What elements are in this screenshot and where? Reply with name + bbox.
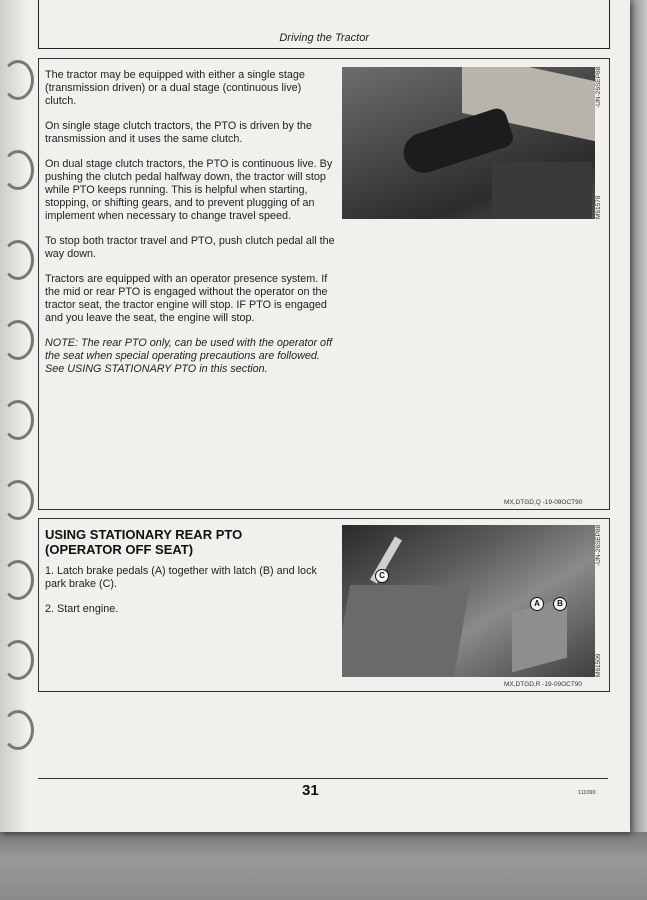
floor-panel-shape bbox=[492, 162, 592, 219]
note-text: The rear PTO only, can be used with the operator off the seat when special operating precautions are followed. See USING STATIONARY PTO in this section. bbox=[45, 337, 333, 375]
photo-code: M61509 -UN-26SEP88 bbox=[595, 525, 602, 677]
binder-ring bbox=[2, 400, 34, 440]
reference-code: MX,DTGD,Q -19-09OCT90 bbox=[504, 499, 583, 506]
footer-rule bbox=[38, 778, 608, 779]
paragraph: On single stage clutch tractors, the PTO is driven by the transmission and it uses the same clutch. bbox=[45, 120, 312, 145]
callout-b: B bbox=[553, 597, 567, 611]
reference-code: MX,DTGD,R -19-09OCT90 bbox=[504, 681, 583, 688]
callout-c: C bbox=[375, 569, 389, 583]
paragraph: Tractors are equipped with an operator presence system. If the mid or rear PTO is engaged without the operator on the tractor seat, the tractor engine will stop. IF PTO is engaged and you leave the seat, the engine will stop. bbox=[45, 273, 328, 324]
page-header bbox=[38, 0, 610, 49]
step: 1. Latch brake pedals (A) together with latch (B) and lock park brake (C). bbox=[45, 565, 317, 590]
binder-ring bbox=[2, 60, 34, 100]
brake-pedals-photo bbox=[342, 525, 595, 677]
page-number: 31 bbox=[302, 782, 319, 799]
binder-ring bbox=[2, 150, 34, 190]
photo-code: M61578 -UN-26SEP88 bbox=[595, 67, 602, 219]
page-code: 111090 bbox=[578, 790, 596, 796]
background-surface bbox=[0, 832, 647, 900]
binder-ring bbox=[2, 640, 34, 680]
callout-a: A bbox=[530, 597, 544, 611]
binder-ring bbox=[2, 320, 34, 360]
note-label: NOTE: bbox=[45, 337, 78, 349]
clutch-pedal-photo bbox=[342, 67, 595, 219]
paragraph: The tractor may be equipped with either a single stage (transmission driven) or a dual stage (continuous live) clutch. bbox=[45, 69, 305, 107]
paragraph: To stop both tractor travel and PTO, push clutch pedal all the way down. bbox=[45, 235, 335, 260]
section-stationary-pto bbox=[38, 518, 610, 692]
section-body bbox=[45, 69, 335, 388]
fender-shape bbox=[342, 585, 470, 677]
binder-ring bbox=[2, 480, 34, 520]
page-stack-edge bbox=[630, 0, 647, 832]
binder-ring bbox=[2, 710, 34, 750]
section-pto-clutch bbox=[38, 58, 610, 510]
binder-ring bbox=[2, 560, 34, 600]
section-heading: USING STATIONARY REAR PTO (OPERATOR OFF SEAT) bbox=[45, 527, 243, 557]
note bbox=[45, 337, 335, 376]
paragraph: On dual stage clutch tractors, the PTO is continuous live. By pushing the clutch pedal halfway down, the tractor will stop while PTO keeps running. This is helpful when starting, stopping, or shifting gears, and to prevent plugging of an implement when necessary to change travel speed. bbox=[45, 158, 333, 222]
step: 2. Start engine. bbox=[45, 603, 119, 615]
section-body bbox=[45, 565, 335, 628]
binding-strip bbox=[0, 0, 28, 832]
binder-ring bbox=[2, 240, 34, 280]
page-title: Driving the Tractor bbox=[279, 32, 369, 44]
